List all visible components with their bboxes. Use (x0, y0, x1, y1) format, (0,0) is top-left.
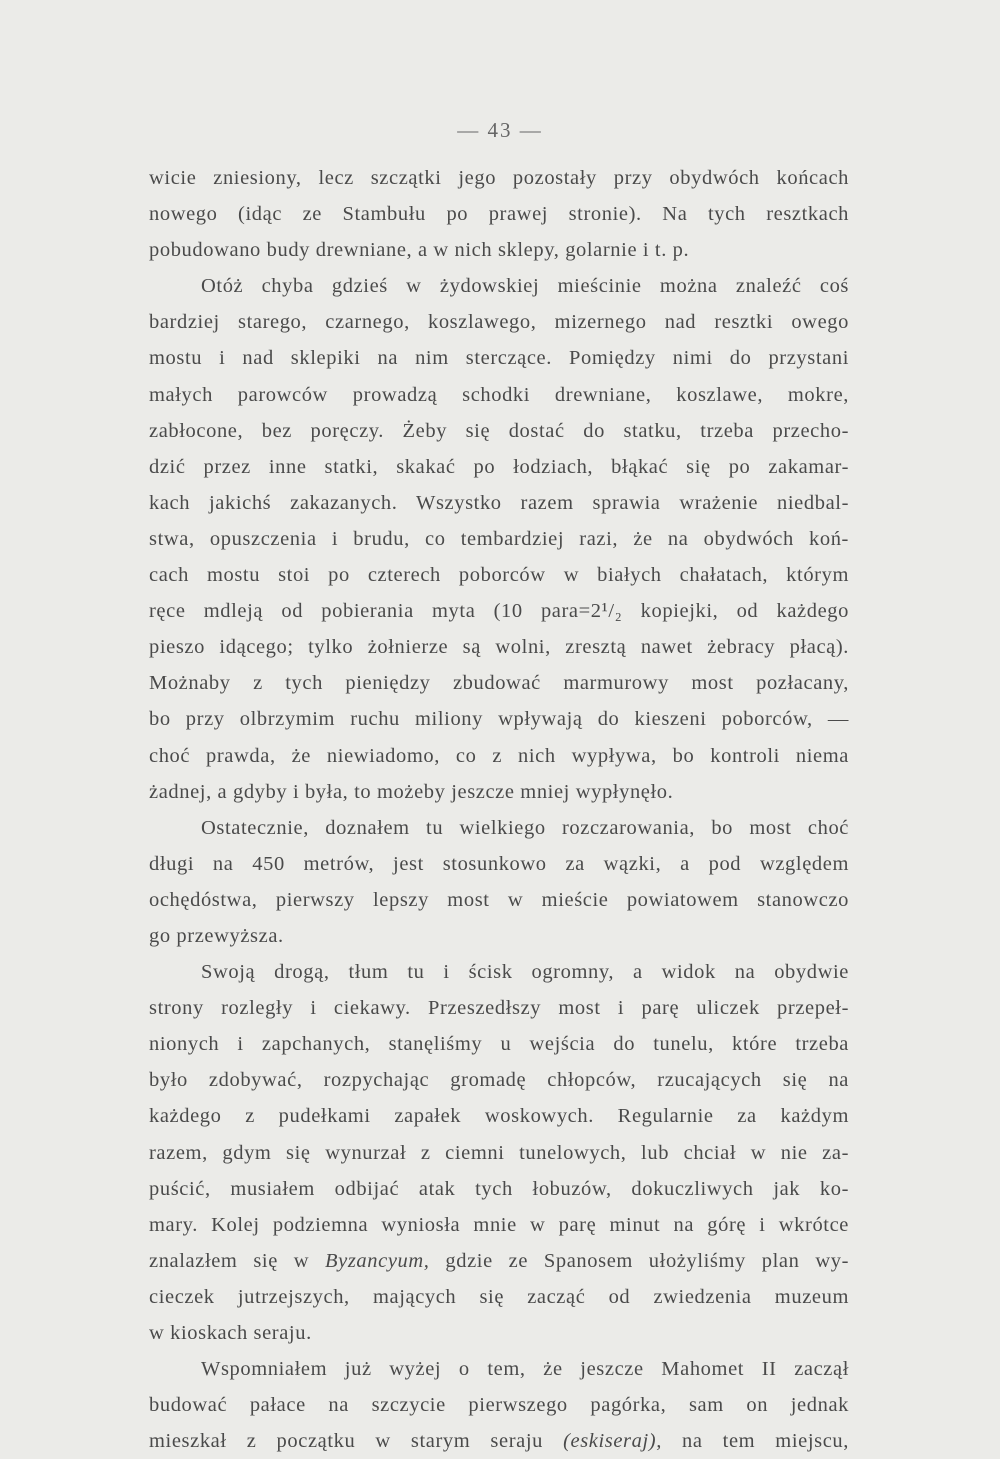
text-line: budować pałace na szczycie pierwszego pagórka, sam on jednak (149, 1394, 849, 1417)
text-line: Ostatecznie, doznałem tu wielkiego rozczarowania, bo most choć (201, 816, 849, 839)
italic-term: (eskiseraj), (563, 1430, 662, 1453)
text-line: Wspomniałem już wyżej o tem, że jeszcze Mahomet II zaczął (201, 1358, 849, 1381)
text-line: puścić, musiałem odbijać atak tych łobuzów, dokuczliwych jak ko- (149, 1177, 849, 1200)
body-text (149, 160, 849, 1459)
text-line: bo przy olbrzymim ruchu miliony wpływają do kieszeni poborców, — (149, 708, 849, 731)
text-line: ręce mdleją od pobierania myta (10 para=2¹/₂ kopiejki, od każdego (149, 600, 849, 623)
text-line: Swoją drogą, tłum tu i ścisk ogromny, a widok na obydwie (201, 961, 849, 984)
text-line: długi na 450 metrów, jest stosunkowo za wązki, a pod względem (149, 852, 849, 875)
text-line: choć prawda, że niewiadomo, co z nich wypływa, bo kontroli niema (149, 744, 849, 767)
text-segment: na tem miejscu, (661, 1430, 849, 1453)
text-line: bardziej starego, czarnego, koszlawego, mizernego nad resztki owego (149, 311, 849, 334)
text-line: żadnej, a gdyby i była, to możeby jeszcze mniej wypłynęło. (149, 780, 674, 803)
italic-term: Byzancyum, (325, 1249, 430, 1272)
text-line: było zdobywać, rozpychając gromadę chłopców, rzucających się na (149, 1069, 849, 1092)
text-line: dzić przez inne statki, skakać po łodziach, błąkać się po zakamar- (149, 455, 849, 478)
text-line: każdego z pudełkami zapałek woskowych. Regularnie za każdym (149, 1105, 849, 1128)
text-line: pobudowano budy drewniane, a w nich sklepy, golarnie i t. p. (149, 239, 690, 262)
text-line: stwa, opuszczenia i brudu, co tembardziej razi, że na obydwóch koń- (149, 527, 849, 550)
text-line: nowego (idąc ze Stambułu po prawej stronie). Na tych resztkach (149, 203, 849, 226)
text-line: cieczek jutrzejszych, mających się zacząć od zwiedzenia muzeum (149, 1285, 849, 1308)
text-line: w kioskach seraju. (149, 1322, 312, 1344)
text-segment: znalazłem się w (149, 1249, 326, 1272)
text-line: małych parowców prowadzą schodki drewniane, koszlawe, mokre, (149, 383, 849, 406)
text-line: mostu i nad sklepiki na nim sterczące. Pomiędzy nimi do przystani (149, 347, 849, 370)
text-line: zabłocone, bez poręczy. Żeby się dostać do statku, trzeba przecho- (149, 419, 849, 442)
text-line: pieszo idącego; tylko żołnierze są wolni, zresztą nawet żebracy płacą). (149, 636, 849, 659)
text-line: kach jakichś zakazanych. Wszystko razem sprawia wrażenie niedbal- (149, 491, 849, 514)
text-line: wicie zniesiony, lecz szczątki jego pozostały przy obydwóch końcach (149, 167, 849, 189)
text-line: mary. Kolej podziemna wyniosła mnie w parę minut na górę i wkrótce (149, 1213, 849, 1236)
text-line (149, 1243, 849, 1279)
text-line: cach mostu stoi po czterech poborców w białych chałatach, którym (149, 564, 849, 587)
text-line: go przewyższa. (149, 924, 284, 947)
text-line (149, 1423, 849, 1459)
text-line: ochędóstwa, pierwszy lepszy most w mieście powiatowem stanowczo (149, 888, 849, 911)
page-number: — 43 — (457, 118, 543, 142)
text-line: nionych i zapchanych, stanęliśmy u wejścia do tunelu, które trzeba (149, 1033, 849, 1056)
text-segment: gdzie ze Spanosem ułożyliśmy plan wy- (429, 1249, 849, 1272)
text-segment: mieszkał z początku w starym seraju (149, 1430, 564, 1453)
text-line: Możnaby z tych pieniędzy zbudować marmurowy most pozłacany, (149, 672, 849, 695)
text-line: strony rozległy i ciekawy. Przeszedłszy most i parę uliczek przepeł- (149, 997, 849, 1020)
text-line: Otóż chyba gdzieś w żydowskiej mieścinie można znaleźć coś (201, 275, 849, 298)
text-line: razem, gdym się wynurzał z ciemni tunelowych, lub chciał w nie za- (149, 1141, 849, 1164)
